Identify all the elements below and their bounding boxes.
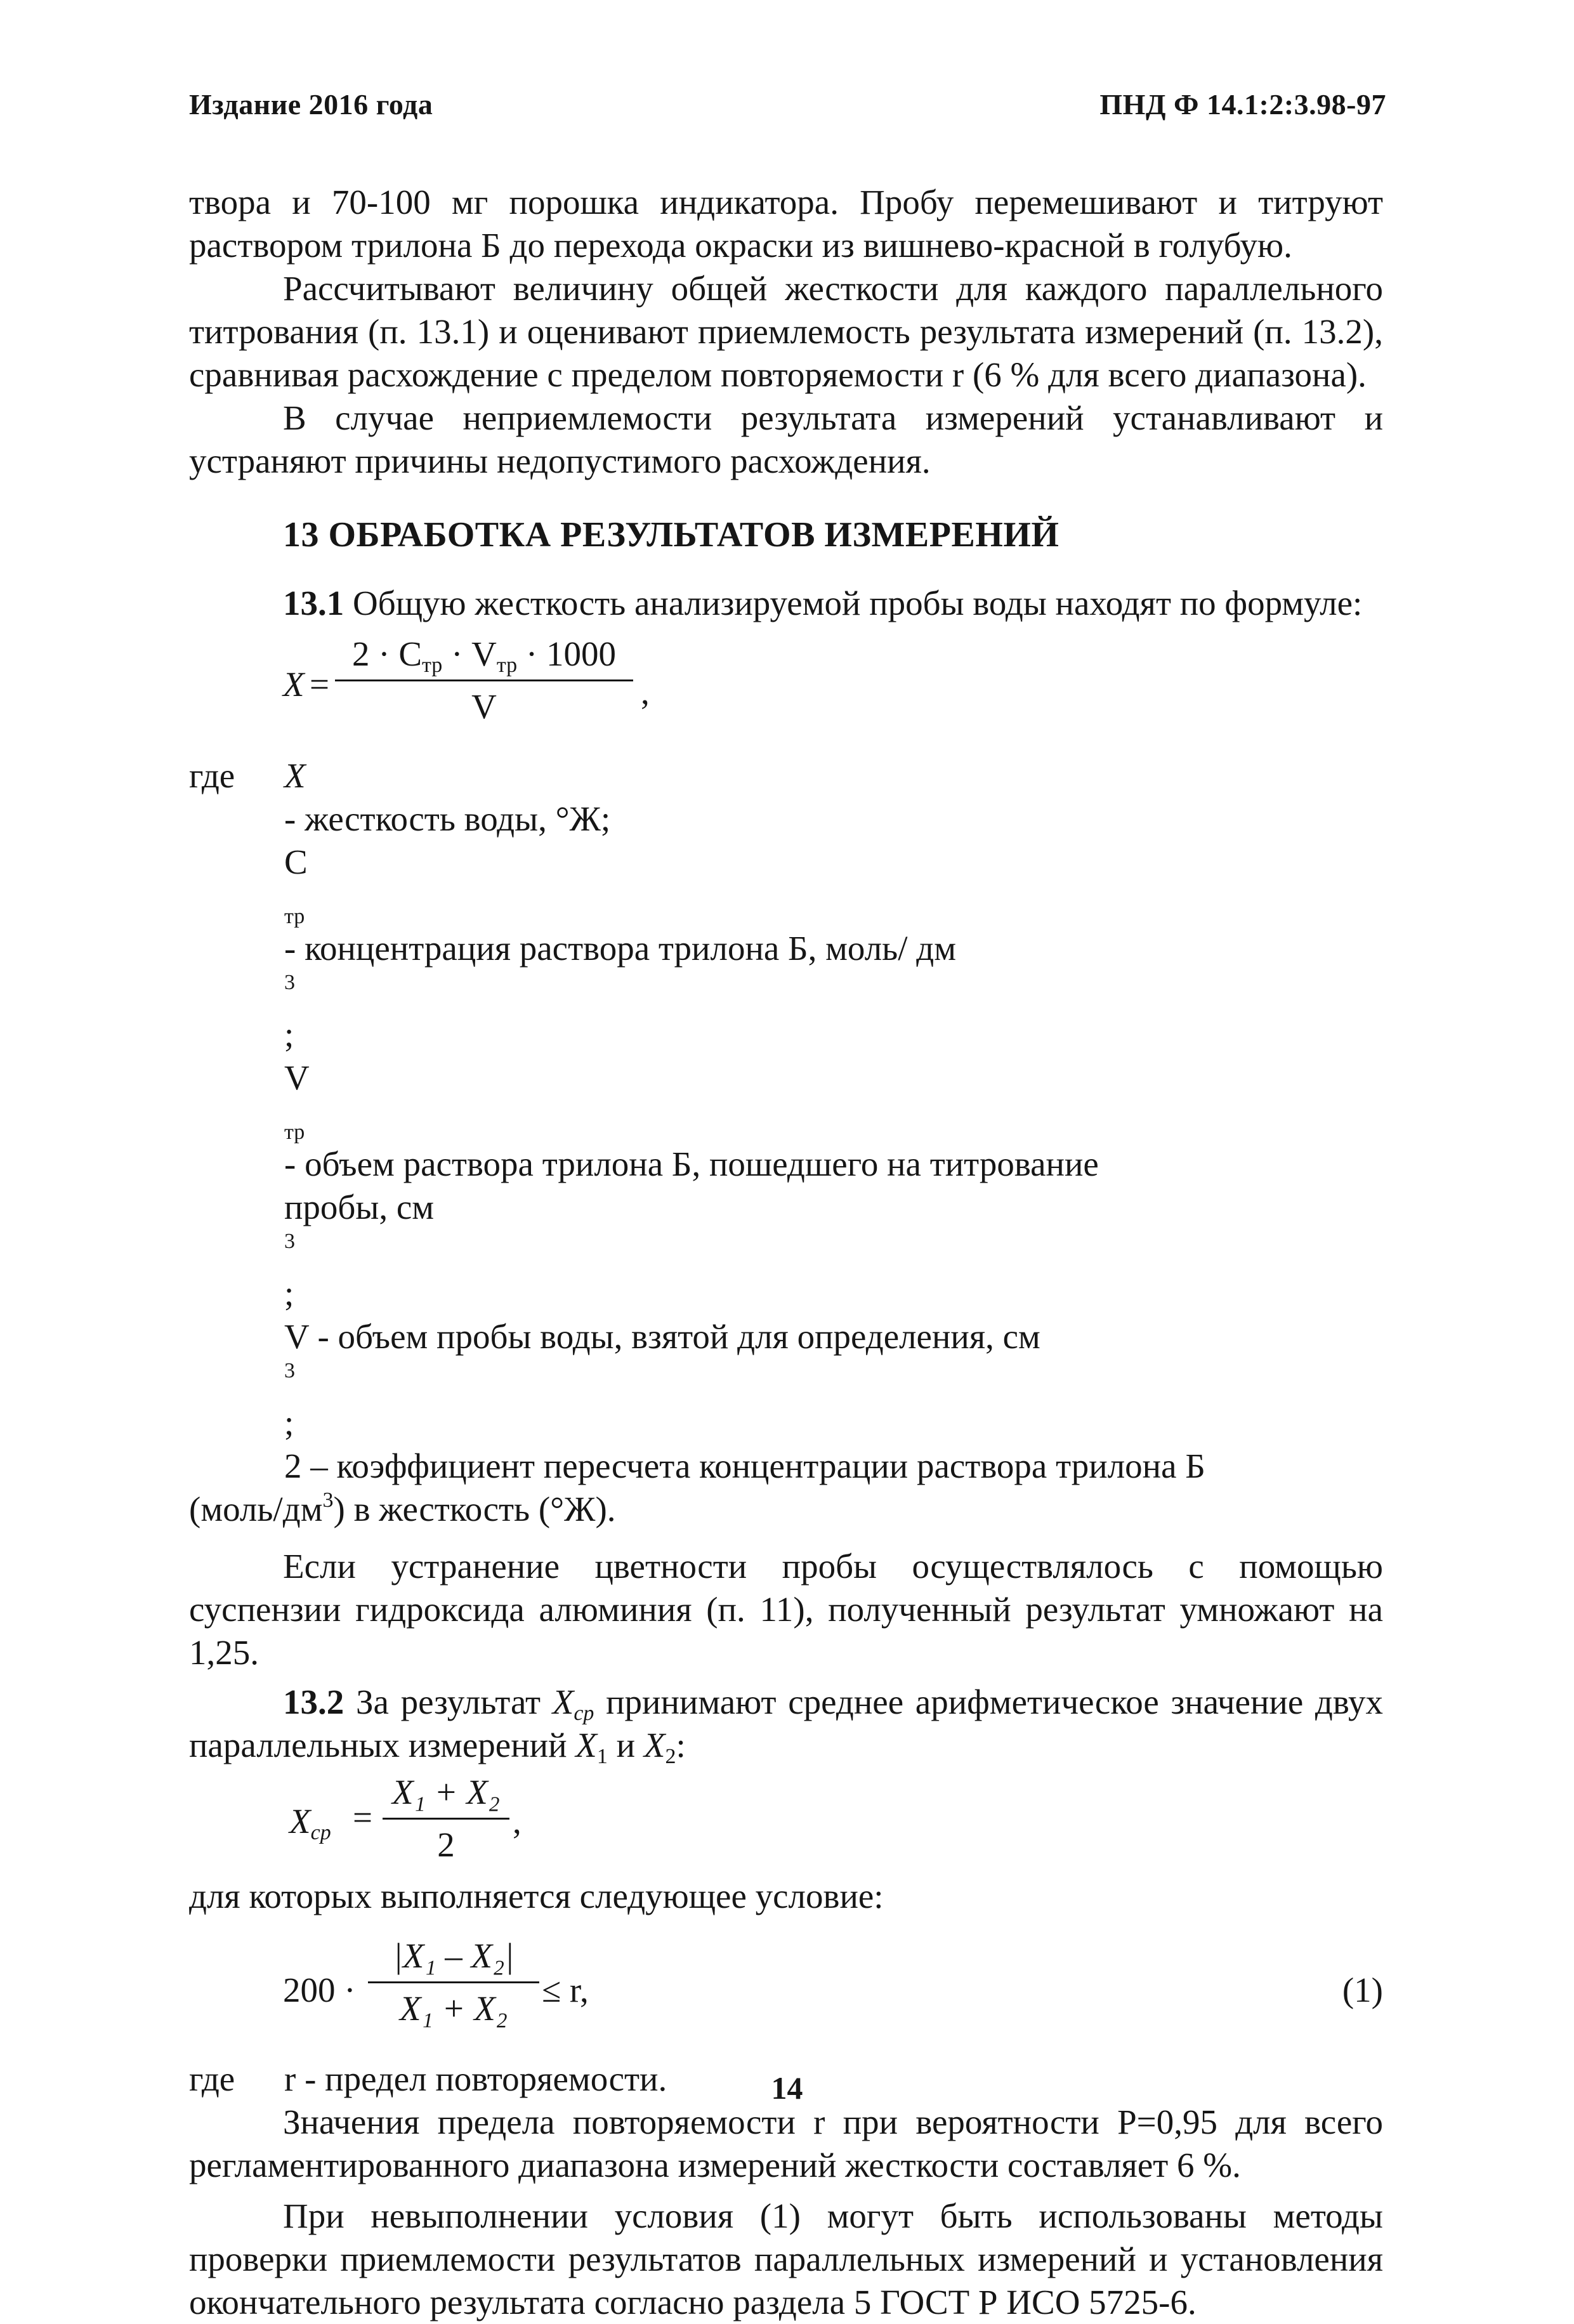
variable-c-sup: 3 <box>284 971 295 994</box>
variable-x-symbol: X <box>284 756 306 795</box>
paragraph-continuation: твора и 70-100 мг порошка индикатора. Пробу перемешивают и титруют раствором трилона Б до перехода окраски из вишнево-красной в голубую. <box>189 183 1383 265</box>
section-13-2 <box>189 1681 1383 1767</box>
variable-x <box>284 754 1383 841</box>
page-number: 14 <box>771 2070 803 2106</box>
formula1-num-a: 2 · C <box>352 634 423 673</box>
formula2-numerator: X₁ + X₂ <box>391 1773 501 1811</box>
paragraph-repeatability-limit: Значения предела повторяемости r при вероятности P=0,95 для всего регламентированного диапазона измерений жесткости составляет 6 %. <box>189 2103 1383 2184</box>
header-edition: Издание 2016 года <box>189 88 433 121</box>
formula1-denominator: V <box>471 687 497 726</box>
formula3-denominator: X₁ + X₂ <box>399 1989 508 2028</box>
variable-c-sub: тр <box>284 905 305 928</box>
formula3-equation-number: (1) <box>1342 1971 1383 2009</box>
paragraph-aluminium-correction: Если устранение цветности пробы осуществлялось с помощью суспензии гидроксида алюминия (п. 11), полученный результат умножают на 1,25. <box>189 1547 1383 1672</box>
page-body <box>189 181 1383 2324</box>
formula1-num-a-sub: тр <box>422 653 443 677</box>
variable-v-titrant <box>284 1056 1383 1186</box>
section-13-2-xcp: X <box>552 1683 574 1721</box>
variable-vv-sup: 3 <box>284 1359 295 1382</box>
formula2-lhs <box>289 1800 331 1843</box>
variable-c <box>284 841 1383 1056</box>
variable-c-text: - концентрация раствора трилона Б, моль/ дм <box>284 929 957 968</box>
section-13-1-number: 13.1 <box>283 584 344 622</box>
mean-formula <box>189 1767 1383 1875</box>
variable-v-end: ; <box>284 1274 294 1313</box>
section-13-2-xcp-sub: ср <box>574 1702 594 1725</box>
formula3-fraction-bar <box>368 1981 539 1983</box>
variable-k-text2b: ) в жесткость (°Ж). <box>333 1490 616 1528</box>
variable-c-symbol: C <box>284 843 308 881</box>
section-13-2-x1-sub: 1 <box>596 1745 608 1768</box>
section-13-2-text-b: принимают среднее арифметическое значение двух параллельных измерений <box>189 1683 1384 1764</box>
section-13-2-text-a: За результат <box>344 1683 553 1721</box>
where2-label: где <box>189 2059 235 2098</box>
formula2-lhs-symbol: X <box>289 1802 311 1841</box>
section-13-1 <box>189 582 1383 625</box>
repeatability-condition-formula <box>189 1918 1383 2058</box>
section-heading: 13 ОБРАБОТКА РЕЗУЛЬТАТОВ ИЗМЕРЕНИЙ <box>283 515 1059 555</box>
paragraph-calculation: Рассчитывают величину общей жесткости для каждого параллельного титрования (п. 13.1) и оценивают приемлемость результата измерений (п. 13.2), сравнивая расхождение с пределом повторяемости r (6 % для всего диапазона). <box>189 269 1383 394</box>
formula2-comma: , <box>513 1802 521 1841</box>
formula2-lhs-sub: ср <box>310 1821 331 1844</box>
paragraph-acceptability-check: При невыполнении условия (1) могут быть использованы методы проверки приемлемости результатов параллельных измерений и установления окончательного результата согласно раздела 5 ГОСТ Р ИСО 5725-6. <box>189 2196 1383 2321</box>
formula2-fraction <box>383 1771 509 1867</box>
variable-k-sup: 3 <box>322 1488 334 1512</box>
variable-v-text2: пробы, см <box>284 1188 435 1226</box>
formula3-fraction <box>368 1934 539 2030</box>
variable-vv-end: ; <box>284 1403 294 1442</box>
variable-v-sub: тр <box>284 1120 305 1144</box>
variable-r: r - предел повторяемости. <box>284 2059 667 2098</box>
variable-v-symbol: V <box>284 1058 310 1097</box>
formula1-fraction-bar <box>335 679 633 681</box>
formula1-num-b-sub: тр <box>496 653 518 677</box>
formula3-coefficient: 200 · <box>283 1971 356 2009</box>
section-13-2-number: 13.2 <box>283 1683 344 1721</box>
formula2-denominator: 2 <box>437 1825 455 1864</box>
header-document-code: ПНД Ф 14.1:2:3.98-97 <box>1099 88 1386 121</box>
variable-coefficient: 2 – коэффициент пересчета концентрации раствора трилона Б <box>284 1447 1205 1485</box>
formula1-equals: = <box>310 665 330 704</box>
variable-v-sample <box>284 1315 1383 1445</box>
variable-vv-text: V - объем пробы воды, взятой для определения, см <box>284 1317 1040 1356</box>
section-13-2-x2-sub: 2 <box>665 1745 676 1768</box>
formula1-num-b: · V <box>442 634 497 673</box>
paragraph-unacceptable: В случае неприемлемости результата измерений устанавливают и устраняют причины недопустимого расхождения. <box>189 398 1383 480</box>
section-13-2-x2: X <box>643 1726 666 1764</box>
formula3-inequality: ≤ r, <box>542 1971 589 2009</box>
hardness-formula <box>189 625 1383 745</box>
variables-list <box>284 754 1383 1488</box>
variables-legend <box>189 754 1383 1531</box>
formula2-equals: = <box>353 1798 373 1837</box>
formula1-lhs: X <box>283 665 305 704</box>
variable-v-sup: 3 <box>284 1230 295 1253</box>
formula1-fraction <box>335 633 633 728</box>
section-13-2-x1: X <box>575 1726 597 1764</box>
section-13-2-end: : <box>676 1726 686 1764</box>
section-13-2-and: и <box>607 1726 644 1764</box>
variable-v-text: - объем раствора трилона Б, пошедшего на титрование <box>284 1145 1099 1183</box>
formula2-fraction-bar <box>383 1818 509 1820</box>
variable-x-text: - жесткость воды, °Ж; <box>284 799 611 838</box>
formula1-num-c: · 1000 <box>517 634 616 673</box>
formula3-numerator: |X₁ – X₂| <box>393 1936 515 1975</box>
formula1-comma: , <box>641 673 650 711</box>
condition-text: для которых выполняется следующее условие: <box>189 1877 884 1915</box>
variable-k-text2a: (моль/дм <box>189 1490 323 1528</box>
section-13-1-text: Общую жесткость анализируемой пробы воды находят по формуле: <box>344 584 1363 622</box>
variable-v-titrant-cont <box>284 1186 1383 1315</box>
variable-c-end: ; <box>284 1015 294 1054</box>
variable-coefficient-cont <box>189 1488 1383 1531</box>
formula1-numerator <box>335 633 633 676</box>
where-label: где <box>189 756 235 795</box>
